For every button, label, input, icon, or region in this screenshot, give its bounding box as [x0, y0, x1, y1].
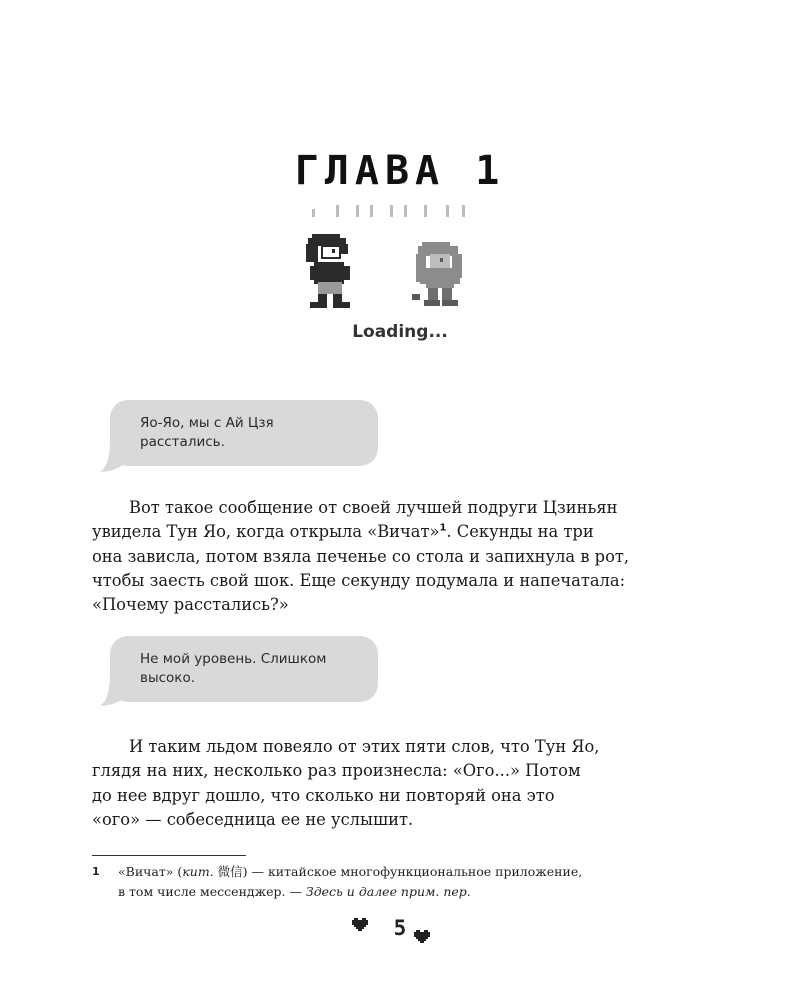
paragraph-2-line-3: до нее вдруг дошло, что сколько ни повторяй она это	[92, 785, 555, 805]
pixel-boy-icon	[306, 234, 350, 308]
paragraph-2-line-4: «ого» — собеседница ее не услышит.	[92, 809, 414, 829]
footnote-line-2-plain: в том числе мессенджер. —	[118, 884, 306, 899]
footnote-line-1-rest: — китайское многофункциональное приложение,	[247, 864, 583, 879]
loading-label: Loading...	[352, 322, 448, 342]
footnote-original: 微信	[217, 864, 243, 879]
footnote-line-1: «Вичат» (кит. 微信) — китайское многофункциональное приложение,	[118, 864, 583, 879]
loading-dots-decoration	[312, 203, 472, 217]
chat-bubble-2-line-1: Не мой уровень. Слишком	[140, 651, 327, 667]
paragraph-2	[92, 735, 690, 832]
paragraph-1-line-3: она зависла, потом взяла печенье со стола и запихнула в рот,	[92, 546, 630, 566]
pixel-characters-illustration	[300, 232, 480, 312]
paragraph-1-line-2	[92, 520, 690, 544]
footnote-ref-1: 1	[439, 522, 447, 534]
heart-right-icon	[414, 930, 430, 944]
paragraph-1	[92, 496, 690, 617]
footnote-text	[118, 862, 692, 902]
chat-bubble-2-line-2: высоко.	[140, 670, 196, 686]
paragraph-1-line-2-tail: . Секунды на три	[446, 522, 594, 542]
paragraph-1-line-4: чтобы заесть свой шок. Еще секунду подумала и напечатала:	[92, 570, 626, 590]
paragraph-1-line-2-text: увидела Тун Яо, когда открыла «Вичат»	[92, 522, 440, 542]
chat-bubble-1-line-2: расстались.	[140, 434, 225, 450]
pixel-girl-icon	[412, 242, 462, 306]
paragraph-2-line-1: И таким льдом повеяло от этих пяти слов, что Тун Яо,	[129, 737, 600, 756]
page-number: 5	[393, 916, 407, 940]
chat-bubble-1	[110, 400, 378, 466]
footnote	[92, 862, 692, 902]
footnote-line-2-italic: Здесь и далее прим. пер.	[305, 884, 471, 899]
footnote-lang-abbr: кит.	[182, 864, 214, 879]
footnote-line-2	[118, 882, 692, 902]
footnote-marker: 1	[92, 865, 100, 878]
chat-bubble-1-line-1: Яо-Яо, мы с Ай Цзя	[140, 415, 274, 431]
chapter-title: ГЛАВА 1	[294, 148, 506, 194]
footnote-term: «Вичат»	[118, 864, 174, 879]
chat-bubble-2	[110, 636, 378, 702]
footnote-divider	[92, 855, 246, 856]
paragraph-1-line-5: «Почему расстались?»	[92, 595, 289, 615]
paragraph-2-line-2: глядя на них, несколько раз произнесла: «Ого...» Потом	[92, 761, 581, 781]
paragraph-1-line-1: Вот такое сообщение от своей лучшей подруги Цзиньян	[129, 498, 618, 517]
